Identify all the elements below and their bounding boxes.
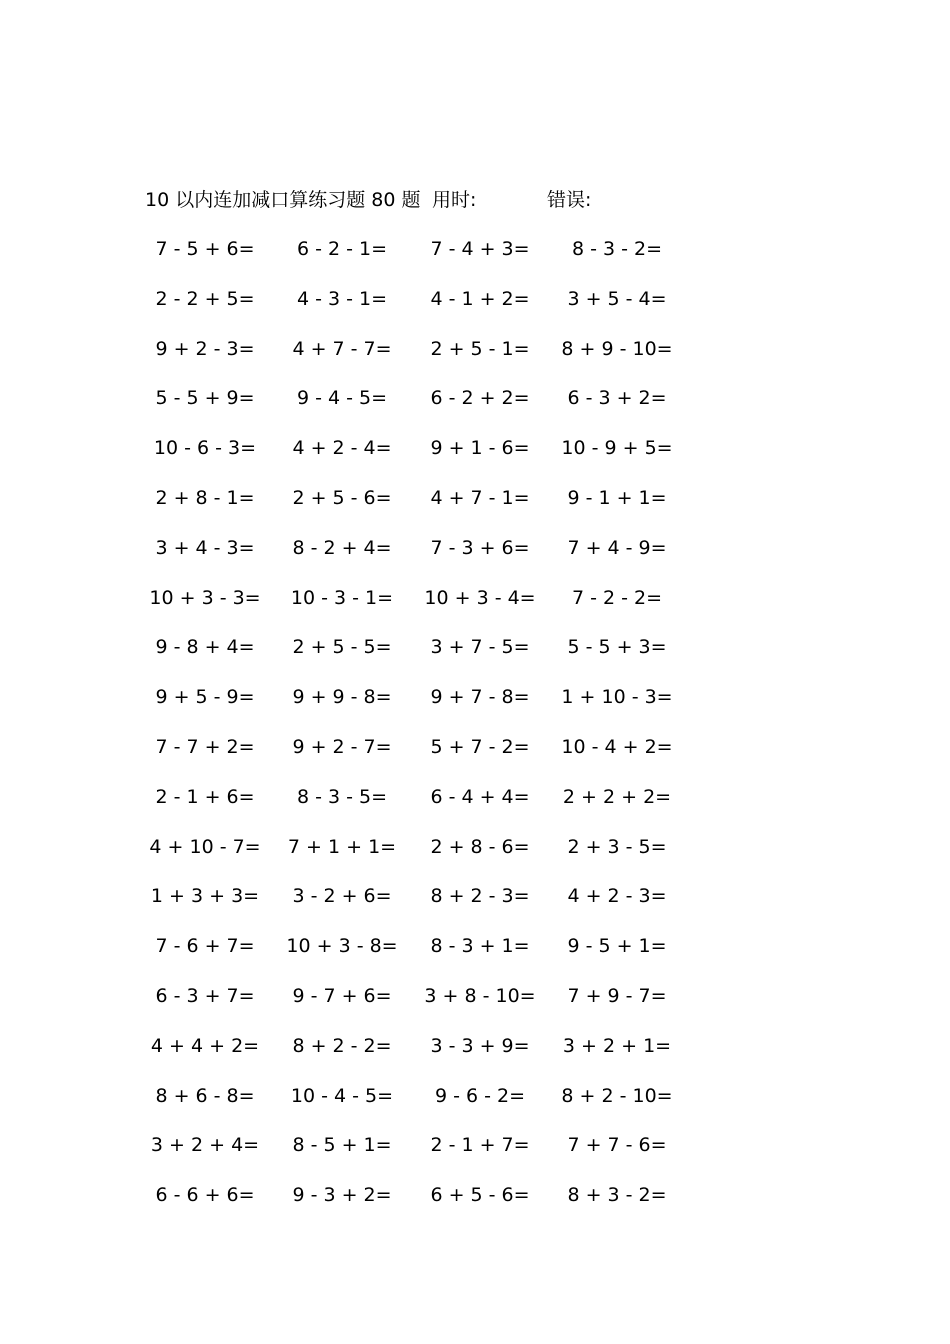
arithmetic-problem: 5 + 7 - 2= xyxy=(430,735,530,758)
arithmetic-problem: 8 - 2 + 4= xyxy=(292,536,392,559)
arithmetic-problem: 10 + 3 - 4= xyxy=(424,586,536,609)
arithmetic-problem: 4 + 4 + 2= xyxy=(150,1034,260,1057)
arithmetic-problem: 10 - 4 + 2= xyxy=(561,735,673,758)
arithmetic-problem: 2 - 2 + 5= xyxy=(155,287,255,310)
error-count-label: 错误: xyxy=(547,189,592,211)
problem-row xyxy=(145,583,705,633)
arithmetic-problem: 9 + 5 - 9= xyxy=(155,686,255,709)
arithmetic-problem: 6 - 2 - 1= xyxy=(296,238,388,260)
problem-row xyxy=(145,1130,705,1180)
arithmetic-problem: 3 + 2 + 1= xyxy=(562,1034,672,1057)
arithmetic-problem: 3 + 4 - 3= xyxy=(155,536,255,559)
problem-row xyxy=(145,433,705,483)
arithmetic-problem: 8 - 5 + 1= xyxy=(292,1134,392,1157)
problem-row xyxy=(145,1081,705,1131)
arithmetic-problem: 9 + 1 - 6= xyxy=(430,437,530,460)
problem-row xyxy=(145,483,705,533)
arithmetic-problem: 4 + 2 - 4= xyxy=(292,437,392,460)
problem-row xyxy=(145,981,705,1031)
arithmetic-problem: 5 - 5 + 3= xyxy=(567,636,667,659)
arithmetic-problem: 8 - 3 - 2= xyxy=(571,238,663,260)
arithmetic-problem: 3 + 2 + 4= xyxy=(150,1134,260,1157)
arithmetic-problem: 6 - 3 + 7= xyxy=(155,984,255,1007)
arithmetic-problem: 2 + 3 - 5= xyxy=(567,835,667,858)
problem-row xyxy=(145,881,705,931)
problem-row xyxy=(145,1031,705,1081)
arithmetic-problem: 4 + 2 - 3= xyxy=(567,885,667,908)
time-used-label: 用时: xyxy=(432,189,477,211)
arithmetic-problem: 6 - 2 + 2= xyxy=(430,387,530,410)
arithmetic-problem: 7 - 6 + 7= xyxy=(155,935,255,958)
arithmetic-problem: 6 + 5 - 6= xyxy=(430,1184,530,1207)
arithmetic-problem: 4 - 3 - 1= xyxy=(296,287,388,310)
arithmetic-problem: 3 - 2 + 6= xyxy=(292,885,392,908)
arithmetic-problem: 8 - 3 + 1= xyxy=(430,935,530,958)
arithmetic-problem: 4 + 10 - 7= xyxy=(149,835,261,858)
arithmetic-problem: 5 - 5 + 9= xyxy=(155,387,255,410)
arithmetic-problem: 3 + 8 - 10= xyxy=(424,984,536,1007)
problem-row xyxy=(145,682,705,732)
arithmetic-problem: 9 + 9 - 8= xyxy=(292,686,392,709)
arithmetic-problem: 7 - 2 - 2= xyxy=(571,586,663,609)
arithmetic-problem: 2 + 5 - 1= xyxy=(430,337,530,360)
arithmetic-problem: 9 + 2 - 3= xyxy=(155,337,255,360)
arithmetic-problem: 7 + 1 + 1= xyxy=(287,835,397,858)
problem-row xyxy=(145,732,705,782)
problem-row xyxy=(145,632,705,682)
arithmetic-problem: 9 + 7 - 8= xyxy=(430,686,530,709)
problem-row xyxy=(145,782,705,832)
arithmetic-problem: 2 - 1 + 6= xyxy=(155,785,255,808)
arithmetic-problem: 10 - 3 - 1= xyxy=(290,586,394,609)
arithmetic-problem: 7 + 7 - 6= xyxy=(567,1134,667,1157)
arithmetic-problem: 8 + 6 - 8= xyxy=(155,1084,255,1107)
arithmetic-problem: 8 - 3 - 5= xyxy=(296,785,388,808)
arithmetic-problem: 6 - 4 + 4= xyxy=(430,785,530,808)
arithmetic-problem: 4 + 7 - 7= xyxy=(292,337,392,360)
arithmetic-problem: 8 + 2 - 3= xyxy=(430,885,530,908)
arithmetic-problem: 2 + 2 + 2= xyxy=(562,785,672,808)
arithmetic-problem: 10 - 9 + 5= xyxy=(561,437,673,460)
arithmetic-problem: 1 + 3 + 3= xyxy=(150,885,260,908)
problem-row xyxy=(145,383,705,433)
problem-row xyxy=(145,931,705,981)
problem-row xyxy=(145,533,705,583)
problem-row xyxy=(145,334,705,384)
worksheet-header xyxy=(145,186,845,214)
arithmetic-problem: 7 - 4 + 3= xyxy=(430,238,530,260)
arithmetic-problem: 8 + 9 - 10= xyxy=(561,337,673,360)
arithmetic-problem: 7 - 5 + 6= xyxy=(155,238,255,260)
arithmetic-problem: 6 - 6 + 6= xyxy=(155,1184,255,1207)
arithmetic-problem: 10 + 3 - 8= xyxy=(286,935,398,958)
arithmetic-problem: 8 + 2 - 10= xyxy=(561,1084,673,1107)
problem-row xyxy=(145,832,705,882)
arithmetic-problem: 7 + 4 - 9= xyxy=(567,536,667,559)
arithmetic-problem: 7 - 7 + 2= xyxy=(155,735,255,758)
arithmetic-problem: 1 + 10 - 3= xyxy=(561,686,673,709)
arithmetic-problem: 9 - 7 + 6= xyxy=(292,984,392,1007)
problem-grid xyxy=(145,234,705,1230)
arithmetic-problem: 2 + 5 - 5= xyxy=(292,636,392,659)
arithmetic-problem: 3 - 3 + 9= xyxy=(430,1034,530,1057)
arithmetic-problem: 2 + 8 - 1= xyxy=(155,486,255,509)
arithmetic-problem: 7 - 3 + 6= xyxy=(430,536,530,559)
arithmetic-problem: 10 + 3 - 3= xyxy=(149,586,261,609)
arithmetic-problem: 8 + 2 - 2= xyxy=(292,1034,392,1057)
arithmetic-problem: 4 - 1 + 2= xyxy=(430,287,530,310)
arithmetic-problem: 7 + 9 - 7= xyxy=(567,984,667,1007)
arithmetic-problem: 2 + 8 - 6= xyxy=(430,835,530,858)
problem-row xyxy=(145,234,705,284)
worksheet-title: 10 以内连加减口算练习题 80 题 xyxy=(145,189,421,211)
arithmetic-problem: 2 + 5 - 6= xyxy=(292,486,392,509)
arithmetic-problem: 9 - 3 + 2= xyxy=(292,1184,392,1207)
arithmetic-problem: 2 - 1 + 7= xyxy=(430,1134,530,1157)
arithmetic-problem: 8 + 3 - 2= xyxy=(567,1184,667,1207)
arithmetic-problem: 4 + 7 - 1= xyxy=(430,486,530,509)
arithmetic-problem: 9 - 5 + 1= xyxy=(567,935,667,958)
arithmetic-problem: 9 - 4 - 5= xyxy=(296,387,388,410)
arithmetic-problem: 3 + 5 - 4= xyxy=(567,287,667,310)
arithmetic-problem: 9 - 1 + 1= xyxy=(567,486,667,509)
arithmetic-problem: 3 + 7 - 5= xyxy=(430,636,530,659)
problem-row xyxy=(145,1180,705,1230)
problem-row xyxy=(145,284,705,334)
arithmetic-problem: 9 - 6 - 2= xyxy=(434,1084,526,1107)
arithmetic-problem: 6 - 3 + 2= xyxy=(567,387,667,410)
arithmetic-problem: 10 - 4 - 5= xyxy=(290,1084,394,1107)
arithmetic-problem: 9 + 2 - 7= xyxy=(292,735,392,758)
arithmetic-problem: 10 - 6 - 3= xyxy=(153,437,257,460)
arithmetic-problem: 9 - 8 + 4= xyxy=(155,636,255,659)
